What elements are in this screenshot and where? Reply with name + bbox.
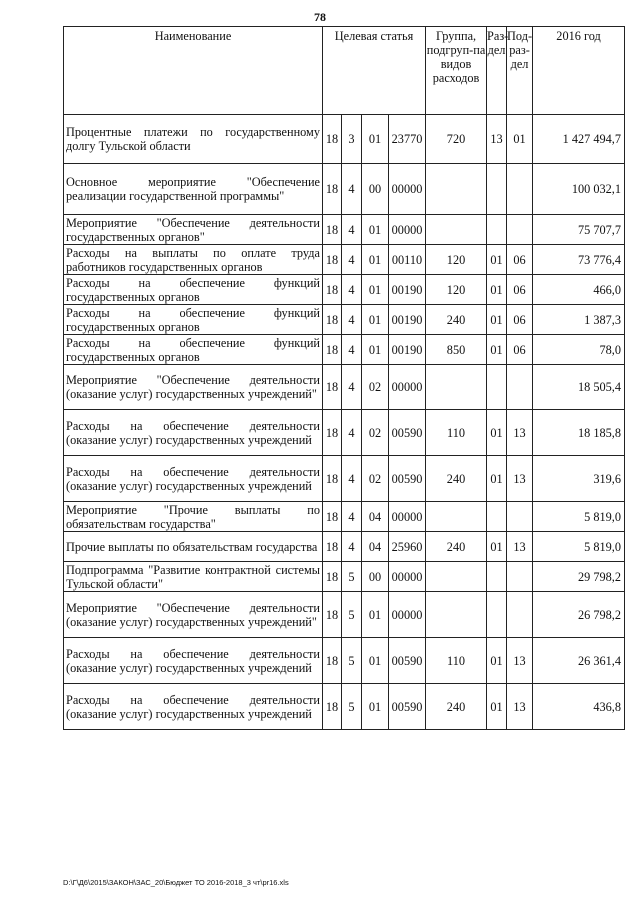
cell-g <box>426 592 487 638</box>
cell-v: 466,0 <box>533 275 625 305</box>
table-row <box>64 164 625 215</box>
cell-name: Мероприятие "Обеспечение деятельности (оказание услуг) государственных учреждений" <box>64 365 323 410</box>
cell-pr <box>507 502 533 532</box>
cell-pr <box>507 592 533 638</box>
cell-r: 01 <box>487 638 507 684</box>
cell-r: 01 <box>487 410 507 456</box>
cell-name: Основное мероприятие "Обеспечение реализации государственной программы" <box>64 164 323 215</box>
cell-v: 436,8 <box>533 684 625 730</box>
cell-name: Расходы на выплаты по оплате труда работников государственных органов <box>64 245 323 275</box>
cell-s: 4 <box>342 275 362 305</box>
cell-p: 18 <box>323 245 342 275</box>
cell-name: Расходы на обеспечение деятельности (оказание услуг) государственных учреждений <box>64 456 323 502</box>
cell-m: 01 <box>362 275 389 305</box>
cell-pr: 13 <box>507 684 533 730</box>
cell-p: 18 <box>323 684 342 730</box>
cell-p: 18 <box>323 410 342 456</box>
cell-g: 110 <box>426 638 487 684</box>
header-group: Группа, подгруп-па видов расходов <box>426 27 487 115</box>
cell-v: 1 387,3 <box>533 305 625 335</box>
cell-r <box>487 592 507 638</box>
cell-p: 18 <box>323 456 342 502</box>
cell-name: Прочие выплаты по обязательствам государства <box>64 532 323 562</box>
cell-v: 78,0 <box>533 335 625 365</box>
cell-p: 18 <box>323 115 342 164</box>
cell-m: 00 <box>362 164 389 215</box>
cell-m: 00 <box>362 562 389 592</box>
cell-p: 18 <box>323 365 342 410</box>
cell-d: 25960 <box>389 532 426 562</box>
cell-g: 110 <box>426 410 487 456</box>
cell-d: 00000 <box>389 215 426 245</box>
table-row <box>64 410 625 456</box>
cell-d: 00000 <box>389 502 426 532</box>
table-row <box>64 592 625 638</box>
table-row <box>64 275 625 305</box>
cell-s: 5 <box>342 638 362 684</box>
cell-s: 4 <box>342 456 362 502</box>
table-row <box>64 684 625 730</box>
cell-m: 01 <box>362 115 389 164</box>
cell-pr <box>507 562 533 592</box>
cell-p: 18 <box>323 562 342 592</box>
cell-v: 100 032,1 <box>533 164 625 215</box>
cell-name: Мероприятие "Обеспечение деятельности государственных органов" <box>64 215 323 245</box>
cell-d: 00190 <box>389 335 426 365</box>
cell-pr: 06 <box>507 305 533 335</box>
cell-m: 01 <box>362 592 389 638</box>
cell-r: 13 <box>487 115 507 164</box>
cell-r <box>487 562 507 592</box>
cell-pr <box>507 365 533 410</box>
cell-name: Расходы на обеспечение деятельности (оказание услуг) государственных учреждений <box>64 410 323 456</box>
cell-p: 18 <box>323 275 342 305</box>
table-row <box>64 532 625 562</box>
cell-v: 18 505,4 <box>533 365 625 410</box>
cell-pr <box>507 215 533 245</box>
table-row <box>64 215 625 245</box>
cell-d: 00590 <box>389 684 426 730</box>
cell-g: 720 <box>426 115 487 164</box>
cell-v: 5 819,0 <box>533 502 625 532</box>
header-section: Раз-дел <box>487 27 507 115</box>
cell-g <box>426 164 487 215</box>
cell-m: 01 <box>362 305 389 335</box>
cell-name: Процентные платежи по государственному долгу Тульской области <box>64 115 323 164</box>
cell-g <box>426 502 487 532</box>
cell-p: 18 <box>323 532 342 562</box>
cell-s: 4 <box>342 502 362 532</box>
cell-s: 4 <box>342 410 362 456</box>
cell-s: 4 <box>342 305 362 335</box>
cell-s: 4 <box>342 215 362 245</box>
cell-r: 01 <box>487 335 507 365</box>
cell-pr <box>507 164 533 215</box>
cell-v: 1 427 494,7 <box>533 115 625 164</box>
cell-g: 240 <box>426 456 487 502</box>
cell-s: 5 <box>342 562 362 592</box>
cell-name: Мероприятие "Прочие выплаты по обязательствам государства" <box>64 502 323 532</box>
cell-g <box>426 365 487 410</box>
cell-p: 18 <box>323 592 342 638</box>
cell-v: 319,6 <box>533 456 625 502</box>
cell-v: 73 776,4 <box>533 245 625 275</box>
table-row <box>64 365 625 410</box>
cell-v: 75 707,7 <box>533 215 625 245</box>
budget-table <box>63 26 625 730</box>
cell-name: Мероприятие "Обеспечение деятельности (оказание услуг) государственных учреждений" <box>64 592 323 638</box>
cell-pr: 13 <box>507 456 533 502</box>
cell-v: 18 185,8 <box>533 410 625 456</box>
cell-g: 120 <box>426 275 487 305</box>
page-number: 78 <box>314 10 326 24</box>
table-row <box>64 562 625 592</box>
cell-name: Расходы на обеспечение деятельности (оказание услуг) государственных учреждений <box>64 684 323 730</box>
cell-p: 18 <box>323 215 342 245</box>
footer-path: D:\Г\Д6\2015\ЗАКОН\ЗАС_20\Бюджет ТО 2016-2018_3 чт\pr16.xls <box>63 878 289 887</box>
cell-p: 18 <box>323 335 342 365</box>
cell-r <box>487 365 507 410</box>
header-name: Наименование <box>64 27 323 115</box>
table-row <box>64 245 625 275</box>
cell-m: 01 <box>362 638 389 684</box>
cell-name: Расходы на обеспечение функций государственных органов <box>64 335 323 365</box>
cell-s: 5 <box>342 592 362 638</box>
cell-r: 01 <box>487 305 507 335</box>
cell-d: 00590 <box>389 410 426 456</box>
cell-s: 4 <box>342 245 362 275</box>
cell-m: 02 <box>362 365 389 410</box>
cell-r: 01 <box>487 275 507 305</box>
cell-pr: 13 <box>507 410 533 456</box>
cell-p: 18 <box>323 305 342 335</box>
cell-d: 00000 <box>389 592 426 638</box>
cell-d: 00000 <box>389 562 426 592</box>
cell-s: 4 <box>342 365 362 410</box>
cell-d: 00190 <box>389 305 426 335</box>
cell-s: 5 <box>342 684 362 730</box>
cell-m: 01 <box>362 215 389 245</box>
header-year: 2016 год <box>533 27 625 115</box>
table-row <box>64 305 625 335</box>
cell-p: 18 <box>323 638 342 684</box>
cell-m: 01 <box>362 245 389 275</box>
cell-g: 120 <box>426 245 487 275</box>
cell-d: 00000 <box>389 164 426 215</box>
cell-v: 26 361,4 <box>533 638 625 684</box>
cell-d: 00590 <box>389 456 426 502</box>
cell-m: 01 <box>362 335 389 365</box>
cell-s: 4 <box>342 335 362 365</box>
cell-g: 240 <box>426 684 487 730</box>
table-row <box>64 638 625 684</box>
cell-v: 5 819,0 <box>533 532 625 562</box>
cell-pr: 13 <box>507 532 533 562</box>
cell-g: 850 <box>426 335 487 365</box>
cell-pr: 01 <box>507 115 533 164</box>
table-row <box>64 502 625 532</box>
cell-g: 240 <box>426 305 487 335</box>
header-subsection: Под-раз-дел <box>507 27 533 115</box>
cell-pr: 06 <box>507 245 533 275</box>
cell-g: 240 <box>426 532 487 562</box>
cell-d: 00190 <box>389 275 426 305</box>
cell-r: 01 <box>487 245 507 275</box>
cell-m: 02 <box>362 410 389 456</box>
cell-m: 04 <box>362 532 389 562</box>
cell-s: 4 <box>342 532 362 562</box>
cell-p: 18 <box>323 502 342 532</box>
cell-v: 26 798,2 <box>533 592 625 638</box>
cell-m: 02 <box>362 456 389 502</box>
cell-g <box>426 562 487 592</box>
cell-r: 01 <box>487 532 507 562</box>
cell-r <box>487 164 507 215</box>
cell-r <box>487 215 507 245</box>
cell-d: 00590 <box>389 638 426 684</box>
cell-d: 23770 <box>389 115 426 164</box>
cell-s: 3 <box>342 115 362 164</box>
cell-p: 18 <box>323 164 342 215</box>
cell-pr: 13 <box>507 638 533 684</box>
table-row <box>64 456 625 502</box>
header-target: Целевая статья <box>323 27 426 115</box>
table-row <box>64 335 625 365</box>
cell-name: Расходы на обеспечение функций государственных органов <box>64 305 323 335</box>
cell-r: 01 <box>487 456 507 502</box>
cell-g <box>426 215 487 245</box>
cell-pr: 06 <box>507 275 533 305</box>
cell-s: 4 <box>342 164 362 215</box>
cell-m: 01 <box>362 684 389 730</box>
cell-name: Подпрограмма "Развитие контрактной системы Тульской области" <box>64 562 323 592</box>
table-row <box>64 115 625 164</box>
cell-name: Расходы на обеспечение деятельности (оказание услуг) государственных учреждений <box>64 638 323 684</box>
cell-name: Расходы на обеспечение функций государственных органов <box>64 275 323 305</box>
cell-m: 04 <box>362 502 389 532</box>
cell-v: 29 798,2 <box>533 562 625 592</box>
cell-r: 01 <box>487 684 507 730</box>
cell-pr: 06 <box>507 335 533 365</box>
cell-d: 00000 <box>389 365 426 410</box>
cell-d: 00110 <box>389 245 426 275</box>
cell-r <box>487 502 507 532</box>
